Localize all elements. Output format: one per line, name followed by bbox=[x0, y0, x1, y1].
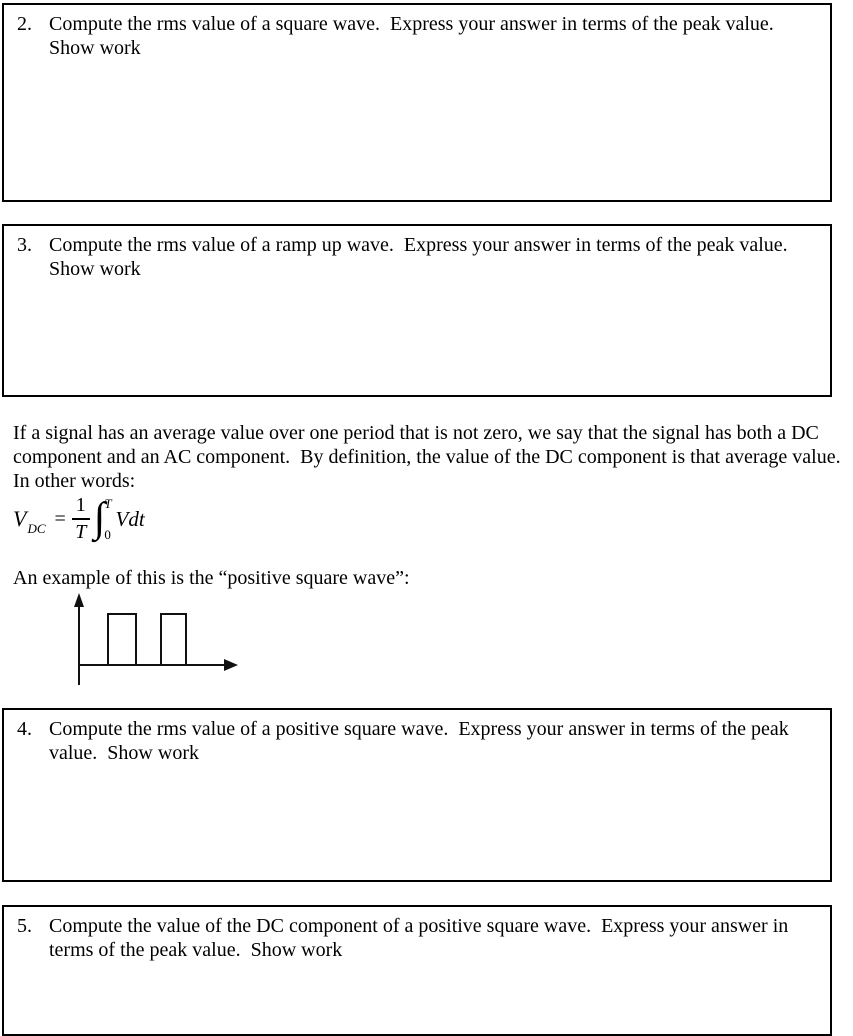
question-4-box bbox=[2, 708, 832, 882]
integrand: Vdt bbox=[115, 506, 145, 531]
fraction-denominator: T bbox=[75, 521, 87, 543]
question-2-row bbox=[4, 5, 830, 60]
vdc-formula bbox=[13, 494, 145, 544]
question-2-text: Compute the rms value of a square wave. Express your answer in terms of the peak value. Show work bbox=[49, 13, 784, 59]
question-3-box bbox=[2, 224, 832, 397]
integral-sign: ∫ bbox=[93, 495, 106, 542]
fraction-one-over-T bbox=[72, 494, 90, 544]
question-4-row bbox=[4, 710, 830, 765]
formula-lhs bbox=[13, 506, 46, 536]
integral-limits bbox=[104, 497, 111, 541]
question-3-text: Compute the rms value of a ramp up wave. Express your answer in terms of the peak value. Show work bbox=[49, 234, 798, 280]
x-axis-arrowhead bbox=[224, 659, 238, 671]
dc-component-paragraph: If a signal has an average value over one period that is not zero, we say that the signal has both a DC component and an AC component. By definition, the value of the DC component is that average value. In other words: bbox=[13, 422, 851, 492]
question-5-text: Compute the value of the DC component of a positive square wave. Express your answer in terms of the peak value. Show work bbox=[49, 915, 794, 961]
formula-variable: V bbox=[13, 506, 27, 531]
fraction-numerator: 1 bbox=[72, 494, 90, 520]
integral-upper-limit: T bbox=[104, 496, 112, 511]
question-5-row bbox=[4, 907, 830, 962]
question-3-number: 3. bbox=[17, 234, 32, 256]
y-axis-arrowhead bbox=[74, 593, 84, 607]
question-4-number: 4. bbox=[17, 718, 32, 740]
example-intro: An example of this is the “positive square wave”: bbox=[13, 567, 410, 589]
equals-sign: = bbox=[54, 507, 66, 530]
question-4-text: Compute the rms value of a positive square wave. Express your answer in terms of the peak value. Show work bbox=[49, 718, 794, 764]
integral-lower-limit: 0 bbox=[104, 527, 111, 542]
question-3-row bbox=[4, 226, 830, 281]
positive-square-wave-diagram bbox=[66, 591, 248, 693]
question-5-number: 5. bbox=[17, 915, 32, 937]
question-5-box bbox=[2, 905, 832, 1036]
formula-subscript: DC bbox=[27, 521, 46, 536]
question-2-number: 2. bbox=[17, 13, 32, 35]
question-2-box bbox=[2, 3, 832, 202]
square-pulses-trace bbox=[79, 614, 216, 665]
